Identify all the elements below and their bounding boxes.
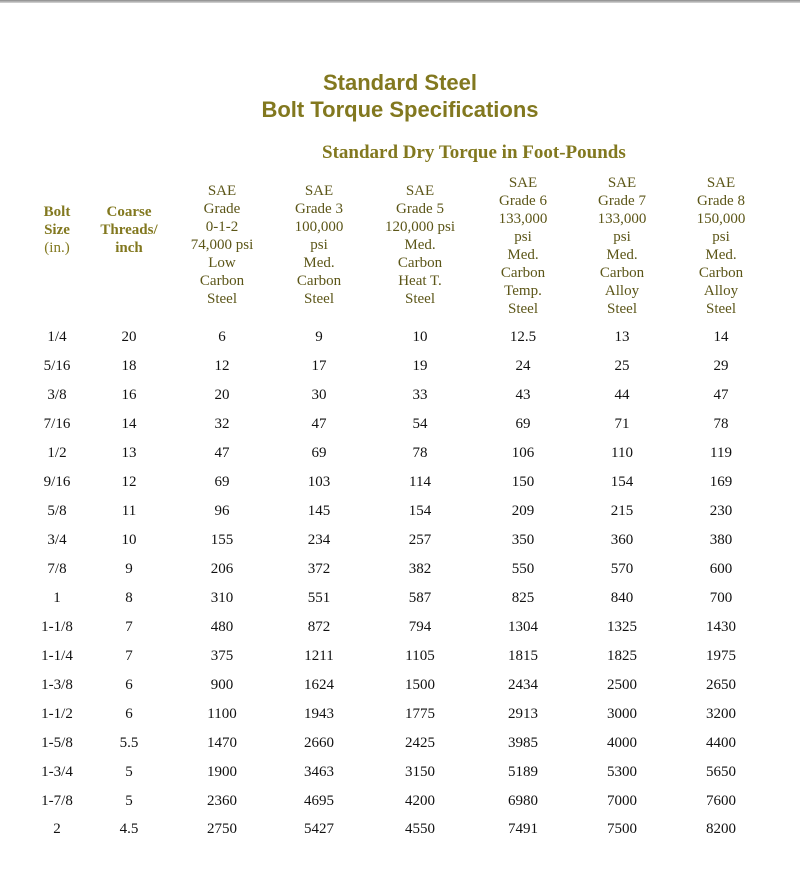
bolt-size-cell: 5/16: [43, 357, 71, 374]
table-cell: 2434: [508, 676, 538, 693]
table-cell: 5427: [304, 821, 334, 838]
table-cell: 4200: [405, 792, 435, 809]
table-cell: 47: [214, 444, 230, 461]
table-cell: 69: [214, 473, 230, 490]
table-cell: 872: [307, 618, 331, 635]
table-cell: 1430: [706, 618, 736, 635]
header-line: 120,000 psi: [384, 219, 455, 235]
table-cell: 145: [307, 502, 331, 519]
header-line: Med.: [404, 237, 436, 253]
header-line: Steel: [207, 291, 237, 307]
table-cell: 3200: [706, 705, 736, 722]
table-cell: 33: [412, 386, 428, 403]
header-line: (in.): [44, 240, 70, 256]
header-line: 100,000: [294, 219, 344, 235]
table-subtitle: Standard Dry Torque in Foot-Pounds: [322, 142, 626, 163]
table-cell: 3985: [508, 734, 538, 751]
header-line: 150,000: [696, 211, 746, 227]
table-cell: 5189: [508, 763, 538, 780]
header-grade-7: [572, 174, 672, 318]
table-cell: 5: [125, 792, 133, 809]
header-line: Low: [208, 255, 236, 271]
table-cell: 16: [121, 386, 137, 403]
header-bolt-size: [27, 203, 87, 257]
table-cell: 103: [307, 473, 331, 490]
table-cell: 47: [713, 386, 729, 403]
table-cell: 257: [408, 531, 432, 548]
table-cell: 375: [210, 647, 234, 664]
table-cell: 24: [515, 357, 531, 374]
header-line: psi: [310, 237, 328, 253]
table-cell: 78: [412, 444, 428, 461]
table-cell: 1325: [607, 618, 637, 635]
table-cell: 6: [125, 705, 133, 722]
table-cell: 155: [210, 531, 234, 548]
table-cell: 11: [121, 502, 137, 519]
table-cell: 380: [709, 531, 733, 548]
table-cell: 230: [709, 502, 733, 519]
table-cell: 14: [713, 329, 729, 345]
table-cell: 350: [511, 531, 535, 548]
table-cell: 25: [614, 357, 630, 374]
bolt-size-cell: 1-3/8: [41, 676, 73, 693]
table-cell: 206: [210, 560, 234, 577]
table-cell: 794: [408, 618, 432, 635]
table-cell: 8200: [706, 821, 736, 838]
bolt-size-cell: 3/8: [47, 386, 67, 403]
header-line: Threads/: [100, 222, 158, 238]
header-line: SAE: [508, 175, 538, 191]
bolt-size-cell: 1-1/8: [41, 618, 73, 635]
bolt-size-cell: 3/4: [47, 531, 67, 548]
table-cell: 5300: [607, 763, 637, 780]
table-cell: 150: [511, 473, 535, 490]
header-grade-3: [271, 182, 367, 308]
table-cell: 9: [125, 560, 133, 577]
table-cell: 550: [511, 560, 535, 577]
table-cell: 1105: [405, 647, 435, 664]
bolt-size-cell: 1: [53, 589, 61, 606]
table-cell: 7: [125, 647, 133, 664]
table-cell: 154: [408, 502, 432, 519]
header-grade-6: [473, 174, 573, 318]
table-cell: 7491: [508, 821, 538, 838]
table-cell: 96: [214, 502, 230, 519]
table-cell: 4695: [304, 792, 334, 809]
table-cell: 6: [218, 329, 226, 345]
table-cell: 8: [125, 589, 133, 606]
header-line: 133,000: [597, 211, 647, 227]
table-cell: 7600: [706, 792, 736, 809]
header-line: Carbon: [500, 265, 546, 281]
table-cell: 5.5: [119, 734, 139, 751]
table-cell: 78: [713, 415, 729, 432]
table-cell: 2750: [207, 821, 237, 838]
header-line: Grade 5: [396, 201, 444, 217]
header-line: Grade 7: [598, 193, 646, 209]
header-line: Med.: [303, 255, 335, 271]
table-cell: 2360: [207, 792, 237, 809]
table-cell: 5: [125, 763, 133, 780]
table-cell: 71: [614, 415, 630, 432]
table-cell: 900: [210, 676, 234, 693]
table-cell: 7500: [607, 821, 637, 838]
table-cell: 3000: [607, 705, 637, 722]
bolt-size-cell: 9/16: [43, 473, 71, 490]
table-cell: 360: [610, 531, 634, 548]
table-cell: 209: [511, 502, 535, 519]
header-line: Med.: [606, 247, 638, 263]
table-cell: 587: [408, 589, 432, 606]
table-cell: 3150: [405, 763, 435, 780]
table-cell: 169: [709, 473, 733, 490]
header-line: Steel: [607, 301, 637, 317]
header-line: Heat T.: [398, 273, 442, 289]
bolt-size-cell: 2: [53, 821, 61, 838]
table-cell: 12: [121, 473, 137, 490]
table-cell: 1825: [607, 647, 637, 664]
table-cell: 10: [412, 329, 428, 345]
header-line: Carbon: [599, 265, 645, 281]
table-cell: 69: [311, 444, 327, 461]
bolt-size-cell: 1-3/4: [41, 763, 73, 780]
table-cell: 12.5: [509, 329, 537, 345]
table-cell: 2660: [304, 734, 334, 751]
header-line: Steel: [508, 301, 538, 317]
header-grade-5: [365, 182, 475, 308]
table-cell: 18: [121, 357, 137, 374]
table-cell: 13: [614, 329, 630, 345]
header-line: SAE: [405, 183, 435, 199]
bolt-size-cell: 5/8: [47, 502, 67, 519]
table-cell: 1624: [304, 676, 334, 693]
table-cell: 1815: [508, 647, 538, 664]
bolt-size-cell: 1-7/8: [41, 792, 73, 809]
table-cell: 840: [610, 589, 634, 606]
table-cell: 570: [610, 560, 634, 577]
header-grade-8: [671, 174, 771, 318]
header-line: psi: [514, 229, 532, 245]
header-line: Grade 6: [499, 193, 547, 209]
header-line: Bolt: [43, 204, 71, 220]
table-cell: 825: [511, 589, 535, 606]
header-line: Carbon: [296, 273, 342, 289]
table-cell: 5650: [706, 763, 736, 780]
header-line: Med.: [705, 247, 737, 263]
table-cell: 20: [121, 329, 137, 345]
table-cell: 13: [121, 444, 137, 461]
bolt-size-cell: 7/16: [43, 415, 71, 432]
header-line: Med.: [507, 247, 539, 263]
header-line: inch: [115, 240, 143, 256]
header-line: 74,000 psi: [190, 237, 254, 253]
bolt-size-cell: 7/8: [47, 560, 67, 577]
table-cell: 14: [121, 415, 137, 432]
header-line: Grade: [203, 201, 241, 217]
table-cell: 1500: [405, 676, 435, 693]
header-line: Coarse: [106, 204, 152, 220]
table-cell: 110: [611, 444, 633, 461]
table-cell: 47: [311, 415, 327, 432]
table-cell: 2500: [607, 676, 637, 693]
table-cell: 1304: [508, 618, 538, 635]
header-line: Carbon: [397, 255, 443, 271]
table-cell: 551: [307, 589, 331, 606]
header-line: Grade 3: [295, 201, 343, 217]
table-cell: 1100: [207, 705, 237, 722]
table-cell: 4000: [607, 734, 637, 751]
table-cell: 1900: [207, 763, 237, 780]
header-line: SAE: [207, 183, 237, 199]
table-cell: 3463: [304, 763, 334, 780]
table-cell: 29: [713, 357, 729, 374]
table-cell: 12: [214, 357, 230, 374]
header-line: Carbon: [698, 265, 744, 281]
header-threads-per-inch: [89, 203, 169, 257]
bolt-size-cell: 1-5/8: [41, 734, 73, 751]
header-line: Steel: [405, 291, 435, 307]
table-cell: 1775: [405, 705, 435, 722]
table-cell: 1211: [304, 647, 334, 664]
header-line: Carbon: [199, 273, 245, 289]
header-line: SAE: [706, 175, 736, 191]
header-line: Steel: [304, 291, 334, 307]
table-cell: 372: [307, 560, 331, 577]
table-cell: 382: [408, 560, 432, 577]
header-line: Temp.: [504, 283, 542, 299]
bolt-size-cell: 1-1/2: [41, 705, 73, 722]
table-cell: 154: [610, 473, 634, 490]
header-line: 133,000: [498, 211, 548, 227]
header-grade-0-1-2: [174, 182, 270, 308]
bolt-size-cell: 1/4: [47, 329, 67, 345]
header-line: psi: [712, 229, 730, 245]
table-cell: 2913: [508, 705, 538, 722]
header-line: 0-1-2: [205, 219, 239, 235]
bolt-size-cell: 1/2: [47, 444, 67, 461]
table-cell: 20: [214, 386, 230, 403]
table-cell: 43: [515, 386, 531, 403]
header-line: Steel: [706, 301, 736, 317]
top-border: [0, 0, 800, 3]
table-cell: 114: [409, 473, 431, 490]
table-cell: 106: [511, 444, 535, 461]
header-line: Grade 8: [697, 193, 745, 209]
table-cell: 310: [210, 589, 234, 606]
table-cell: 7: [125, 618, 133, 635]
table-cell: 1975: [706, 647, 736, 664]
table-cell: 6980: [508, 792, 538, 809]
header-line: SAE: [607, 175, 637, 191]
page-title-line-1: Standard Steel: [322, 70, 478, 95]
table-cell: 234: [307, 531, 331, 548]
table-cell: 480: [210, 618, 234, 635]
table-cell: 54: [412, 415, 428, 432]
bolt-size-cell: 1-1/4: [41, 647, 73, 664]
table-cell: 17: [311, 357, 327, 374]
table-cell: 4550: [405, 821, 435, 838]
table-cell: 7000: [607, 792, 637, 809]
table-cell: 10: [121, 531, 137, 548]
table-cell: 1943: [304, 705, 334, 722]
table-cell: 119: [710, 444, 732, 461]
table-cell: 9: [315, 329, 323, 345]
table-cell: 69: [515, 415, 531, 432]
table-cell: 4400: [706, 734, 736, 751]
table-cell: 600: [709, 560, 733, 577]
header-line: Alloy: [703, 283, 739, 299]
header-line: Alloy: [604, 283, 640, 299]
table-cell: 215: [610, 502, 634, 519]
table-cell: 1470: [207, 734, 237, 751]
table-cell: 19: [412, 357, 428, 374]
table-cell: 4.5: [119, 821, 139, 838]
table-cell: 2425: [405, 734, 435, 751]
header-line: psi: [613, 229, 631, 245]
table-cell: 32: [214, 415, 230, 432]
table-cell: 6: [125, 676, 133, 693]
table-cell: 44: [614, 386, 630, 403]
table-cell: 30: [311, 386, 327, 403]
table-cell: 2650: [706, 676, 736, 693]
header-line: Size: [44, 222, 70, 238]
page-title-line-2: Bolt Torque Specifications: [261, 97, 539, 122]
header-line: SAE: [304, 183, 334, 199]
table-cell: 700: [709, 589, 733, 606]
